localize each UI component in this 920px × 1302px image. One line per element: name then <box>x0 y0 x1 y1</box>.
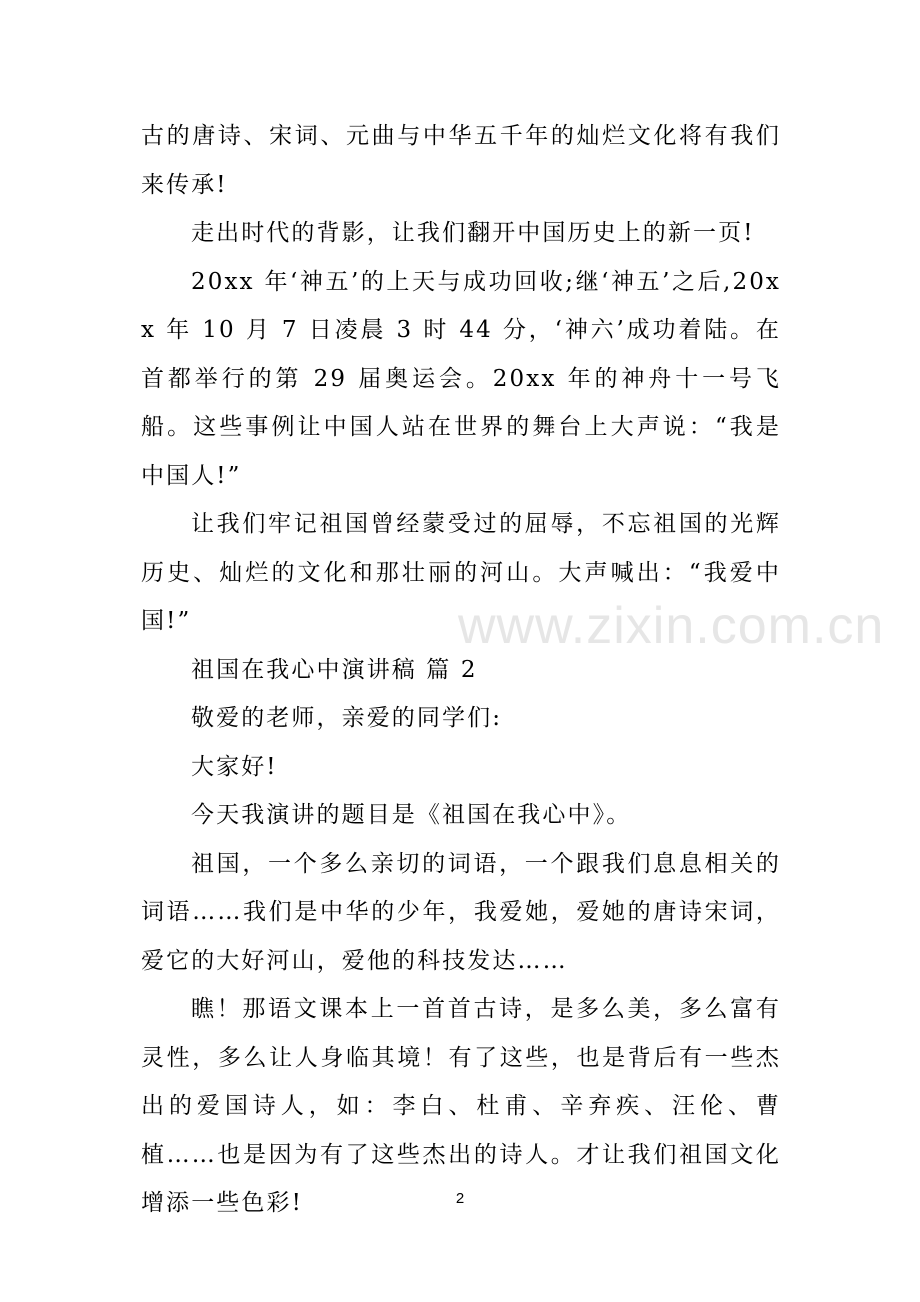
greeting: 大家好! <box>191 753 278 780</box>
section-heading: 祖国在我心中演讲稿 篇 2 <box>191 656 478 683</box>
paragraph-9: 祖国，一个多么亲切的词语，一个跟我们息息相关的词语……我们是中华的少年，我爱她，爱她的唐诗宋词，爱它的大好河山，爱他的科技发达…… <box>141 850 781 974</box>
document-body <box>141 112 781 1228</box>
page-number: 2 <box>455 1190 465 1207</box>
paragraph-1: 古的唐诗、宋词、元曲与中华五千年的灿烂文化将有我们来传承! <box>141 123 781 198</box>
salutation: 敬爱的老师，亲爱的同学们: <box>191 705 503 731</box>
paragraph-10: 瞧！那语文课本上一首首古诗，是多么美，多么富有灵性，多么让人身临其境！有了这些，也是背后有一些杰出的爱国诗人，如：李白、杜甫、辛弃疾、汪伦、曹植……也是因为有了这些杰出的诗人。才让我们祖国文化增添一些色彩! <box>141 996 781 1216</box>
watermark-text: www.zixin.com.cn <box>458 597 885 655</box>
speech-topic: 今天我演讲的题目是《祖国在我心中》。 <box>191 802 632 828</box>
paragraph-4: 让我们牢记祖国曾经蒙受过的屈辱，不忘祖国的光辉历史、灿烂的文化和那壮丽的河山。大声喊出：“我爱中国!” <box>141 511 781 634</box>
paragraph-3: 20xx 年‘神五’的上天与成功回收;继‘神五’之后,20xx 年 10 月 7 日凌晨 3 时 44 分，‘神六’成功着陆。在首都举行的第 29 届奥运会。20xx 年的神舟十一号飞船。这些事例让中国人站在世界的舞台上大声说：“我是中国人!” <box>141 268 781 489</box>
paragraph-2: 走出时代的背影，让我们翻开中国历史上的新一页! <box>191 220 755 246</box>
